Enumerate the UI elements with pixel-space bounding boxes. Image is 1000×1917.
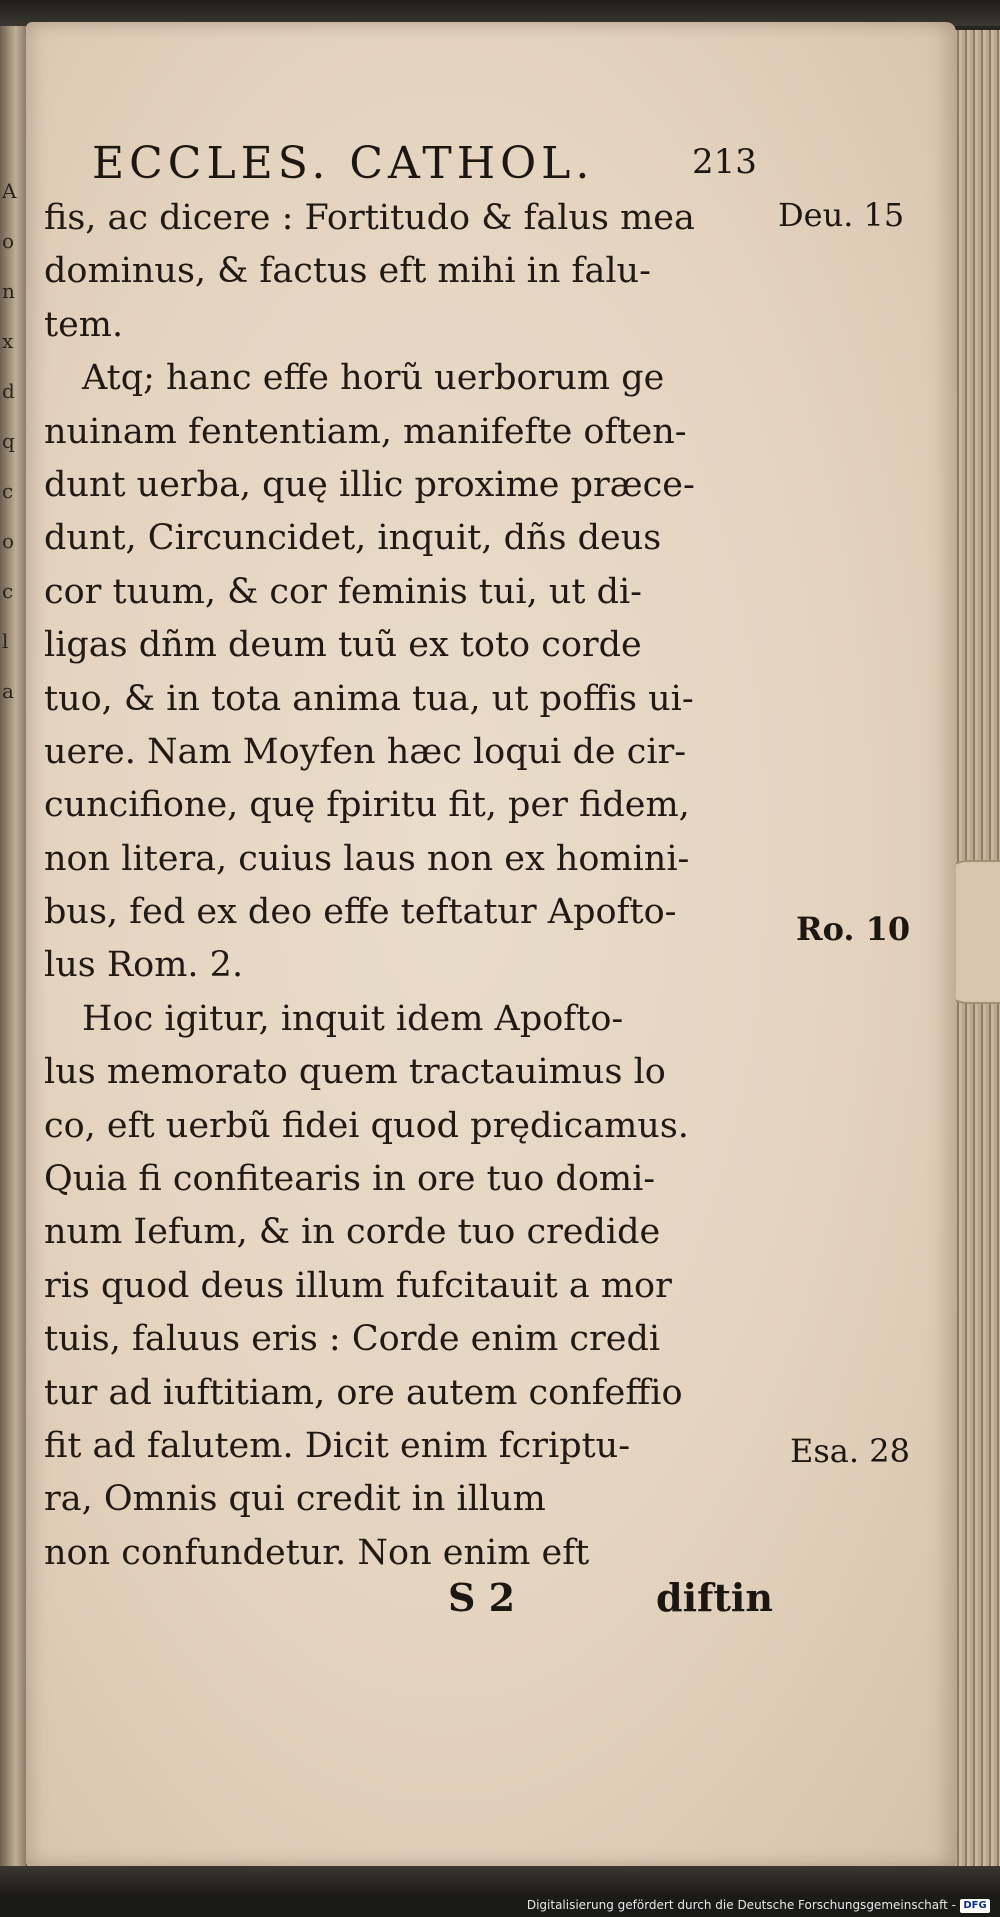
- running-header: [92, 138, 772, 189]
- book-bottom-edge: [0, 1866, 1000, 1896]
- signature-mark: S 2: [448, 1575, 516, 1620]
- fragment: a: [2, 679, 14, 703]
- previous-page-fragments: [2, 166, 26, 716]
- margin-note-romans: Ro. 10: [796, 910, 911, 948]
- dfg-logo: DFG: [960, 1899, 990, 1913]
- footer-bar: [0, 1896, 1000, 1917]
- text-line: tem.: [44, 304, 124, 345]
- text-line: ra, Omnis qui credit in illum: [44, 1479, 546, 1520]
- text-line: Atq; hanc effe horũ uerborum ge: [82, 358, 665, 399]
- catchword: diftin: [656, 1575, 773, 1620]
- text-line: dunt uerba, quę illic proxime præce-: [44, 464, 695, 505]
- text-line: ligas dñm deum tuũ ex toto corde: [44, 625, 642, 666]
- text-line: bus, fed ex deo effe teftatur Apofto-: [44, 892, 677, 933]
- fragment: c: [2, 579, 14, 603]
- page-number: 213: [692, 142, 757, 182]
- fragment: A: [2, 179, 17, 203]
- margin-note-deuteronomy: Deu. 15: [778, 196, 905, 234]
- text-line: non confundetur. Non enim eft: [44, 1532, 590, 1573]
- text-line: lus memorato quem tractauimus lo: [44, 1052, 666, 1093]
- text-line: uere. Nam Moyfen hæc loqui de cir-: [44, 731, 687, 772]
- previous-page-edge: [0, 26, 26, 1866]
- margin-note-isaiah: Esa. 28: [790, 1432, 910, 1470]
- text-line: cuncifione, quę fpiritu fit, per fidem,: [44, 785, 690, 826]
- text-line: tuis, faluus eris : Corde enim credi: [44, 1319, 661, 1360]
- fragment: l: [2, 629, 9, 653]
- fragment: q: [2, 429, 15, 453]
- fragment: n: [2, 279, 15, 303]
- fragment: c: [2, 479, 14, 503]
- text-line: Quia fi confitearis in ore tuo domi-: [44, 1159, 656, 1200]
- text-line: dunt, Circuncidet, inquit, dñs deus: [44, 518, 662, 559]
- fragment: o: [2, 529, 15, 553]
- text-line: cor tuum, & cor feminis tui, ut di-: [44, 571, 643, 612]
- fragment: o: [2, 229, 15, 253]
- text-line: fis, ac dicere : Fortitudo & falus mea: [44, 198, 695, 238]
- text-line: tur ad iuftitiam, ore autem confeffio: [44, 1372, 683, 1413]
- footer-credit: Digitalisierung gefördert durch die Deutsche Forschungsgemeinschaft -: [526, 1898, 956, 1912]
- text-line: ris quod deus illum fufcitauit a mor: [44, 1265, 672, 1306]
- body-text: [44, 192, 784, 1580]
- text-line: non litera, cuius laus non ex homini-: [44, 838, 690, 879]
- fragment: x: [2, 329, 14, 353]
- text-line: fit ad falutem. Dicit enim fcriptu-: [44, 1425, 631, 1466]
- running-title: ECCLES. CATHOL.: [92, 138, 595, 189]
- text-line: nuinam fententiam, manifefte often-: [44, 411, 687, 452]
- fragment: d: [2, 379, 15, 403]
- text-line: lus Rom. 2.: [44, 945, 244, 986]
- text-line: tuo, & in tota anima tua, ut poffis ui-: [44, 678, 694, 719]
- text-line: co, eft uerbũ fidei quod prędicamus.: [44, 1105, 689, 1146]
- text-line: num Iefum, & in corde tuo credide: [44, 1212, 661, 1253]
- text-line: dominus, & factus eft mihi in falu-: [44, 251, 651, 292]
- text-line: Hoc igitur, inquit idem Apofto-: [82, 998, 624, 1039]
